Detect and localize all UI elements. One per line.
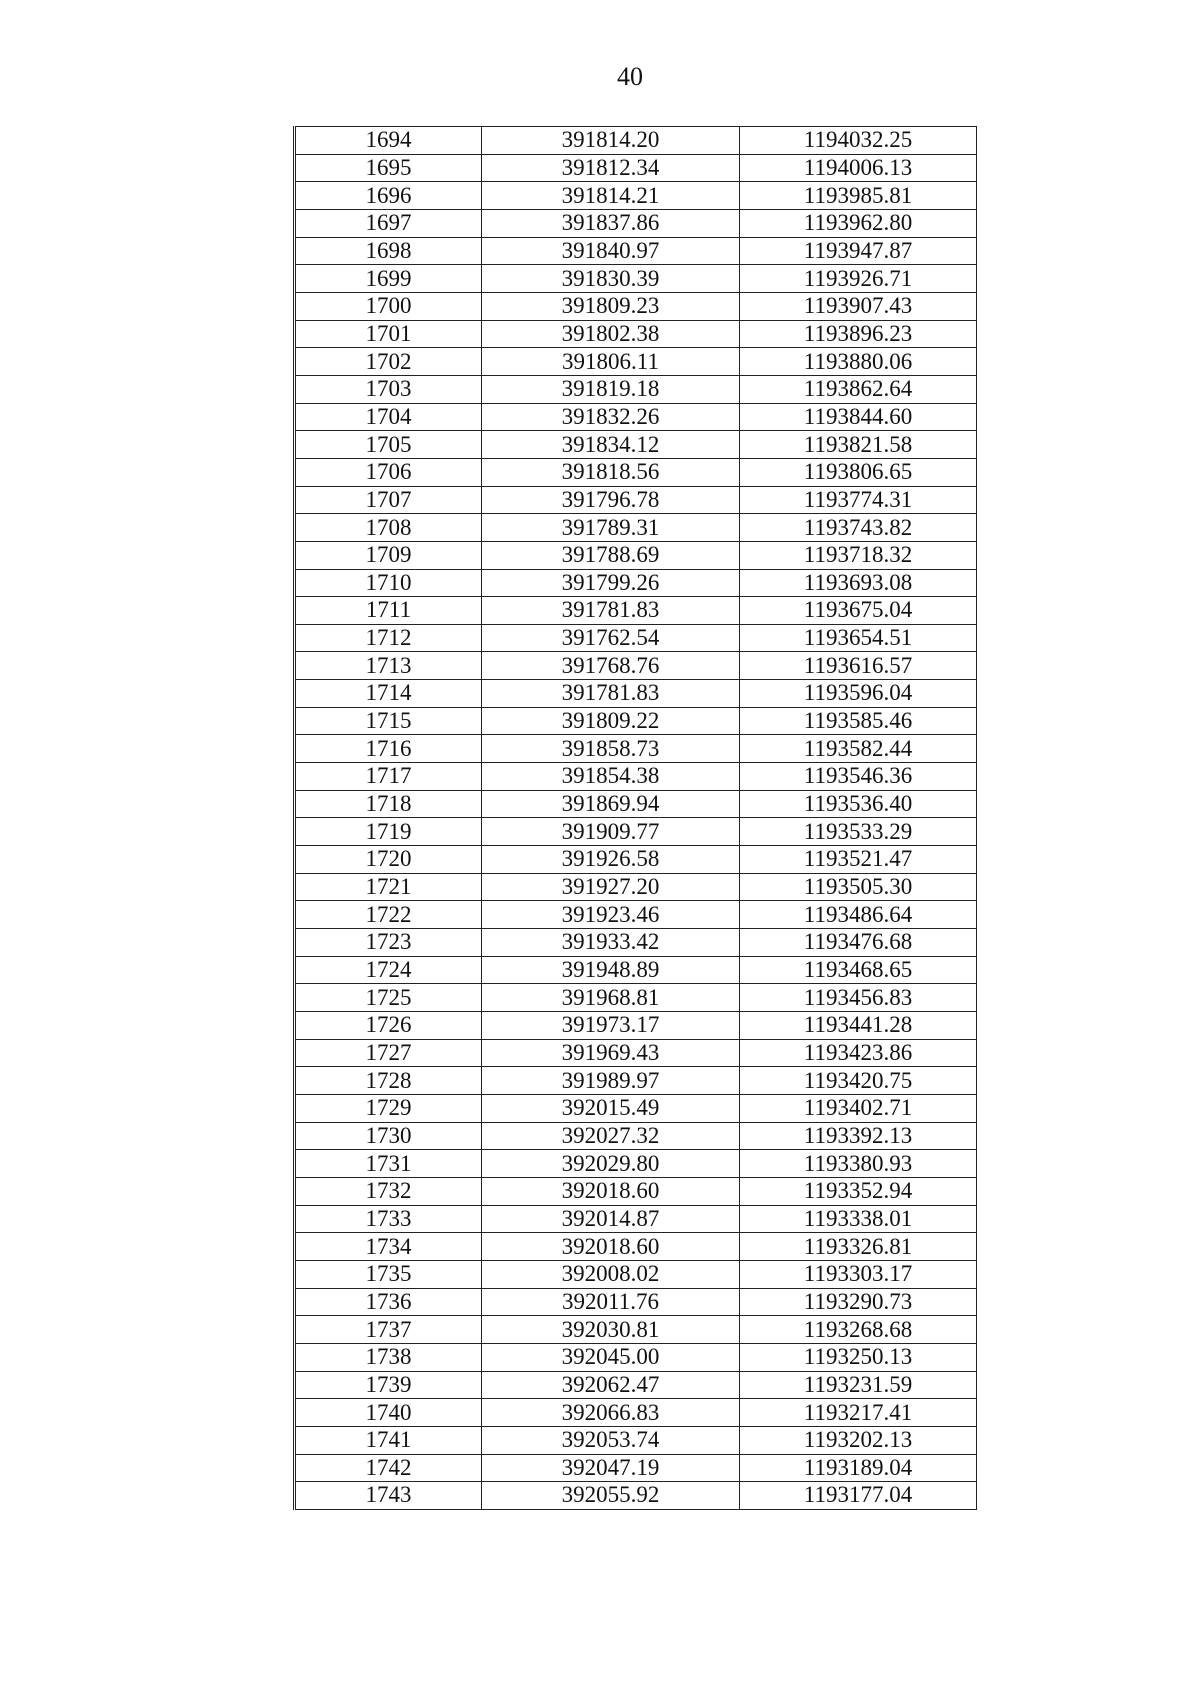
point-number-cell: 1727	[295, 1039, 482, 1067]
table-row	[295, 182, 977, 210]
point-number-cell: 1738	[295, 1343, 482, 1371]
point-number-cell: 1701	[295, 320, 482, 348]
point-number-cell: 1712	[295, 624, 482, 652]
y-coordinate-cell: 1193693.08	[740, 569, 977, 597]
table-row	[295, 735, 977, 763]
table-row	[295, 624, 977, 652]
x-coordinate-cell: 391989.97	[482, 1067, 740, 1095]
x-coordinate-cell: 392047.19	[482, 1454, 740, 1482]
x-coordinate-cell: 391806.11	[482, 348, 740, 376]
table-row	[295, 458, 977, 486]
table-row	[295, 569, 977, 597]
point-number-cell: 1724	[295, 956, 482, 984]
point-number-cell: 1737	[295, 1316, 482, 1344]
x-coordinate-cell: 391781.83	[482, 680, 740, 708]
y-coordinate-cell: 1193585.46	[740, 707, 977, 735]
point-number-cell: 1729	[295, 1094, 482, 1122]
point-number-cell: 1733	[295, 1205, 482, 1233]
y-coordinate-cell: 1193441.28	[740, 1012, 977, 1040]
x-coordinate-cell: 391927.20	[482, 873, 740, 901]
x-coordinate-cell: 392062.47	[482, 1371, 740, 1399]
point-number-cell: 1702	[295, 348, 482, 376]
x-coordinate-cell: 391781.83	[482, 597, 740, 625]
x-coordinate-cell: 392011.76	[482, 1288, 740, 1316]
y-coordinate-cell: 1193907.43	[740, 292, 977, 320]
table-row	[295, 1039, 977, 1067]
point-number-cell: 1713	[295, 652, 482, 680]
point-number-cell: 1705	[295, 431, 482, 459]
x-coordinate-cell: 392018.60	[482, 1177, 740, 1205]
table-row	[295, 763, 977, 791]
x-coordinate-cell: 392055.92	[482, 1482, 740, 1510]
x-coordinate-cell: 391768.76	[482, 652, 740, 680]
x-coordinate-cell: 391968.81	[482, 984, 740, 1012]
x-coordinate-cell: 391796.78	[482, 486, 740, 514]
table-row	[295, 1260, 977, 1288]
y-coordinate-cell: 1193821.58	[740, 431, 977, 459]
point-number-cell: 1721	[295, 873, 482, 901]
table-row	[295, 1371, 977, 1399]
table-row	[295, 707, 977, 735]
y-coordinate-cell: 1193456.83	[740, 984, 977, 1012]
point-number-cell: 1708	[295, 514, 482, 542]
point-number-cell: 1718	[295, 790, 482, 818]
y-coordinate-cell: 1193536.40	[740, 790, 977, 818]
table-row	[295, 431, 977, 459]
point-number-cell: 1735	[295, 1260, 482, 1288]
point-number-cell: 1719	[295, 818, 482, 846]
table-row	[295, 237, 977, 265]
table-row	[295, 956, 977, 984]
y-coordinate-cell: 1193774.31	[740, 486, 977, 514]
point-number-cell: 1734	[295, 1233, 482, 1261]
point-number-cell: 1698	[295, 237, 482, 265]
table-row	[295, 486, 977, 514]
table-row	[295, 652, 977, 680]
x-coordinate-cell: 391948.89	[482, 956, 740, 984]
x-coordinate-cell: 391799.26	[482, 569, 740, 597]
x-coordinate-cell: 391812.34	[482, 154, 740, 182]
y-coordinate-cell: 1193303.17	[740, 1260, 977, 1288]
y-coordinate-cell: 1193217.41	[740, 1399, 977, 1427]
y-coordinate-cell: 1193268.68	[740, 1316, 977, 1344]
table-row	[295, 320, 977, 348]
table-row	[295, 209, 977, 237]
point-number-cell: 1710	[295, 569, 482, 597]
table-row	[295, 265, 977, 293]
y-coordinate-cell: 1193338.01	[740, 1205, 977, 1233]
coordinates-table-body	[295, 127, 977, 1510]
x-coordinate-cell: 392029.80	[482, 1150, 740, 1178]
y-coordinate-cell: 1193718.32	[740, 541, 977, 569]
table-row	[295, 292, 977, 320]
table-row	[295, 818, 977, 846]
point-number-cell: 1694	[295, 127, 482, 155]
table-row	[295, 1205, 977, 1233]
point-number-cell: 1706	[295, 458, 482, 486]
y-coordinate-cell: 1193402.71	[740, 1094, 977, 1122]
x-coordinate-cell: 391837.86	[482, 209, 740, 237]
point-number-cell: 1716	[295, 735, 482, 763]
y-coordinate-cell: 1193596.04	[740, 680, 977, 708]
table-row	[295, 1177, 977, 1205]
y-coordinate-cell: 1193177.04	[740, 1482, 977, 1510]
y-coordinate-cell: 1193476.68	[740, 929, 977, 957]
point-number-cell: 1725	[295, 984, 482, 1012]
table-row	[295, 348, 977, 376]
table-row	[295, 1454, 977, 1482]
y-coordinate-cell: 1193486.64	[740, 901, 977, 929]
x-coordinate-cell: 391933.42	[482, 929, 740, 957]
x-coordinate-cell: 392018.60	[482, 1233, 740, 1261]
point-number-cell: 1714	[295, 680, 482, 708]
table-row	[295, 514, 977, 542]
x-coordinate-cell: 391762.54	[482, 624, 740, 652]
table-row	[295, 873, 977, 901]
point-number-cell: 1700	[295, 292, 482, 320]
point-number-cell: 1695	[295, 154, 482, 182]
table-row	[295, 541, 977, 569]
x-coordinate-cell: 391830.39	[482, 265, 740, 293]
table-row	[295, 1067, 977, 1095]
table-row	[295, 597, 977, 625]
point-number-cell: 1730	[295, 1122, 482, 1150]
x-coordinate-cell: 392008.02	[482, 1260, 740, 1288]
y-coordinate-cell: 1193202.13	[740, 1426, 977, 1454]
point-number-cell: 1715	[295, 707, 482, 735]
point-number-cell: 1739	[295, 1371, 482, 1399]
x-coordinate-cell: 392066.83	[482, 1399, 740, 1427]
point-number-cell: 1740	[295, 1399, 482, 1427]
x-coordinate-cell: 391926.58	[482, 846, 740, 874]
table-row	[295, 1150, 977, 1178]
y-coordinate-cell: 1193521.47	[740, 846, 977, 874]
y-coordinate-cell: 1193582.44	[740, 735, 977, 763]
table-row	[295, 1233, 977, 1261]
x-coordinate-cell: 391973.17	[482, 1012, 740, 1040]
table-row	[295, 846, 977, 874]
table-row	[295, 1316, 977, 1344]
coordinates-table	[293, 126, 977, 1510]
y-coordinate-cell: 1193423.86	[740, 1039, 977, 1067]
x-coordinate-cell: 391788.69	[482, 541, 740, 569]
y-coordinate-cell: 1193743.82	[740, 514, 977, 542]
point-number-cell: 1742	[295, 1454, 482, 1482]
y-coordinate-cell: 1193880.06	[740, 348, 977, 376]
point-number-cell: 1723	[295, 929, 482, 957]
table-row	[295, 127, 977, 155]
point-number-cell: 1743	[295, 1482, 482, 1510]
table-row	[295, 1094, 977, 1122]
x-coordinate-cell: 391814.20	[482, 127, 740, 155]
y-coordinate-cell: 1193189.04	[740, 1454, 977, 1482]
y-coordinate-cell: 1193546.36	[740, 763, 977, 791]
y-coordinate-cell: 1193926.71	[740, 265, 977, 293]
table-row	[295, 1012, 977, 1040]
point-number-cell: 1717	[295, 763, 482, 791]
x-coordinate-cell: 391869.94	[482, 790, 740, 818]
table-row	[295, 1343, 977, 1371]
table-row	[295, 1482, 977, 1510]
point-number-cell: 1703	[295, 375, 482, 403]
table-row	[295, 929, 977, 957]
table-row	[295, 1399, 977, 1427]
x-coordinate-cell: 392053.74	[482, 1426, 740, 1454]
y-coordinate-cell: 1193352.94	[740, 1177, 977, 1205]
y-coordinate-cell: 1193862.64	[740, 375, 977, 403]
y-coordinate-cell: 1193985.81	[740, 182, 977, 210]
y-coordinate-cell: 1193380.93	[740, 1150, 977, 1178]
y-coordinate-cell: 1193844.60	[740, 403, 977, 431]
x-coordinate-cell: 391809.22	[482, 707, 740, 735]
table-row	[295, 680, 977, 708]
point-number-cell: 1722	[295, 901, 482, 929]
x-coordinate-cell: 391818.56	[482, 458, 740, 486]
y-coordinate-cell: 1193290.73	[740, 1288, 977, 1316]
point-number-cell: 1728	[295, 1067, 482, 1095]
table-row	[295, 154, 977, 182]
point-number-cell: 1697	[295, 209, 482, 237]
y-coordinate-cell: 1194032.25	[740, 127, 977, 155]
x-coordinate-cell: 391909.77	[482, 818, 740, 846]
table-row	[295, 403, 977, 431]
y-coordinate-cell: 1193420.75	[740, 1067, 977, 1095]
point-number-cell: 1736	[295, 1288, 482, 1316]
point-number-cell: 1711	[295, 597, 482, 625]
x-coordinate-cell: 392027.32	[482, 1122, 740, 1150]
x-coordinate-cell: 391832.26	[482, 403, 740, 431]
table-row	[295, 984, 977, 1012]
x-coordinate-cell: 391814.21	[482, 182, 740, 210]
x-coordinate-cell: 391819.18	[482, 375, 740, 403]
page-number: 40	[617, 62, 643, 91]
x-coordinate-cell: 391840.97	[482, 237, 740, 265]
y-coordinate-cell: 1193806.65	[740, 458, 977, 486]
y-coordinate-cell: 1194006.13	[740, 154, 977, 182]
y-coordinate-cell: 1193675.04	[740, 597, 977, 625]
point-number-cell: 1696	[295, 182, 482, 210]
y-coordinate-cell: 1193326.81	[740, 1233, 977, 1261]
y-coordinate-cell: 1193947.87	[740, 237, 977, 265]
y-coordinate-cell: 1193231.59	[740, 1371, 977, 1399]
table-row	[295, 375, 977, 403]
table-row	[295, 1122, 977, 1150]
x-coordinate-cell: 391923.46	[482, 901, 740, 929]
point-number-cell: 1726	[295, 1012, 482, 1040]
y-coordinate-cell: 1193616.57	[740, 652, 977, 680]
x-coordinate-cell: 391854.38	[482, 763, 740, 791]
x-coordinate-cell: 391969.43	[482, 1039, 740, 1067]
x-coordinate-cell: 391834.12	[482, 431, 740, 459]
point-number-cell: 1709	[295, 541, 482, 569]
point-number-cell: 1731	[295, 1150, 482, 1178]
x-coordinate-cell: 392045.00	[482, 1343, 740, 1371]
y-coordinate-cell: 1193468.65	[740, 956, 977, 984]
x-coordinate-cell: 392014.87	[482, 1205, 740, 1233]
point-number-cell: 1704	[295, 403, 482, 431]
y-coordinate-cell: 1193505.30	[740, 873, 977, 901]
x-coordinate-cell: 392015.49	[482, 1094, 740, 1122]
y-coordinate-cell: 1193533.29	[740, 818, 977, 846]
point-number-cell: 1707	[295, 486, 482, 514]
x-coordinate-cell: 391858.73	[482, 735, 740, 763]
point-number-cell: 1741	[295, 1426, 482, 1454]
table-row	[295, 1288, 977, 1316]
table-row	[295, 790, 977, 818]
table-row	[295, 901, 977, 929]
point-number-cell: 1720	[295, 846, 482, 874]
table-row	[295, 1426, 977, 1454]
point-number-cell: 1699	[295, 265, 482, 293]
x-coordinate-cell: 391789.31	[482, 514, 740, 542]
x-coordinate-cell: 392030.81	[482, 1316, 740, 1344]
point-number-cell: 1732	[295, 1177, 482, 1205]
y-coordinate-cell: 1193250.13	[740, 1343, 977, 1371]
y-coordinate-cell: 1193962.80	[740, 209, 977, 237]
y-coordinate-cell: 1193392.13	[740, 1122, 977, 1150]
x-coordinate-cell: 391802.38	[482, 320, 740, 348]
x-coordinate-cell: 391809.23	[482, 292, 740, 320]
y-coordinate-cell: 1193654.51	[740, 624, 977, 652]
y-coordinate-cell: 1193896.23	[740, 320, 977, 348]
